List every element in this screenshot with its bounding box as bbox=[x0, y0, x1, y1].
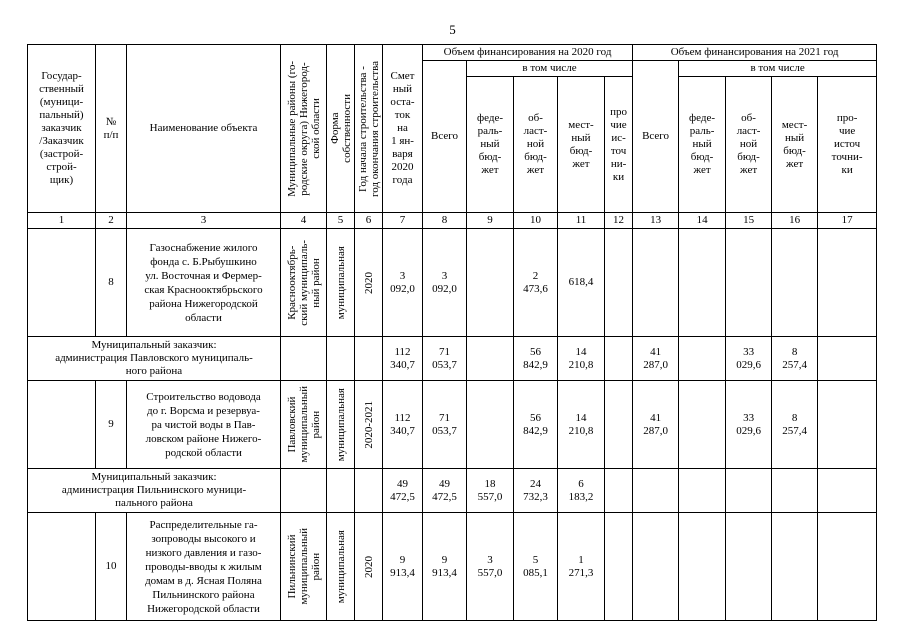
municipal-customer: Муниципальный заказчик: администрация Павловского муниципаль- ного района bbox=[28, 337, 281, 381]
header-including-2020: в том числе bbox=[467, 61, 633, 77]
column-number: 16 bbox=[772, 213, 818, 229]
column-number: 1 bbox=[28, 213, 96, 229]
value-cell bbox=[467, 337, 514, 381]
header-federal-2020: феде- раль- ный бюд- жет bbox=[467, 77, 514, 213]
header-other-2020: про чие ис- точ ни- ки bbox=[605, 77, 633, 213]
ownership-cell: муниципальная bbox=[327, 381, 355, 469]
value-cell: 41 287,0 bbox=[633, 337, 679, 381]
value-cell bbox=[679, 229, 726, 337]
value-cell bbox=[772, 229, 818, 337]
header-regional-2020: об- ласт- ной бюд- жет bbox=[514, 77, 558, 213]
value-cell: 24 732,3 bbox=[514, 469, 558, 513]
header-regional-2021: об- ласт- ной бюд- жет bbox=[726, 77, 772, 213]
value-cell: 56 842,9 bbox=[514, 337, 558, 381]
value-cell: 71 053,7 bbox=[423, 381, 467, 469]
value-cell bbox=[772, 469, 818, 513]
value-cell: 3 557,0 bbox=[467, 513, 514, 621]
column-number: 6 bbox=[355, 213, 383, 229]
column-number: 9 bbox=[467, 213, 514, 229]
value-cell: 9 913,4 bbox=[383, 513, 423, 621]
object-row bbox=[28, 381, 877, 469]
value-cell: 18 557,0 bbox=[467, 469, 514, 513]
row-number: 10 bbox=[96, 513, 127, 621]
page-number: 5 bbox=[449, 22, 456, 37]
years-cell bbox=[355, 337, 383, 381]
value-cell: 8 257,4 bbox=[772, 337, 818, 381]
value-cell: 14 210,8 bbox=[558, 337, 605, 381]
column-number: 3 bbox=[127, 213, 281, 229]
header-customer: Государ- ственный (муници- пальный) заказчик /Заказчик (застрой- строй- щик) bbox=[28, 45, 96, 213]
header-total-2021: Всего bbox=[633, 61, 679, 213]
district-cell: Павловский муниципальный район bbox=[281, 381, 327, 469]
years-cell bbox=[355, 469, 383, 513]
ownership-cell: муниципальная bbox=[327, 513, 355, 621]
column-number: 8 bbox=[423, 213, 467, 229]
object-row bbox=[28, 229, 877, 337]
customer-row bbox=[28, 337, 877, 381]
municipal-customer: Муниципальный заказчик: администрация Пильнинского муници- пального района bbox=[28, 469, 281, 513]
ownership-cell: муниципальная bbox=[327, 229, 355, 337]
years-cell: 2020 bbox=[355, 513, 383, 621]
value-cell bbox=[605, 381, 633, 469]
value-cell bbox=[772, 513, 818, 621]
object-name: Газоснабжение жилого фонда с. Б.Рыбушкино ул. Восточная и Фермер- ская Краснооктябрьского района Нижегородской области bbox=[127, 229, 281, 337]
header-fin-2020: Объем финансирования на 2020 год bbox=[423, 45, 633, 61]
column-number: 14 bbox=[679, 213, 726, 229]
header-local-2021: мест- ный бюд- жет bbox=[772, 77, 818, 213]
value-cell bbox=[818, 513, 877, 621]
header-estimate: Смет ный оста- ток на 1 ян- варя 2020 года bbox=[383, 45, 423, 213]
value-cell: 49 472,5 bbox=[383, 469, 423, 513]
value-cell bbox=[605, 513, 633, 621]
customer-cell bbox=[28, 229, 96, 337]
years-cell: 2020-2021 bbox=[355, 381, 383, 469]
value-cell: 71 053,7 bbox=[423, 337, 467, 381]
header-total-2020: Всего bbox=[423, 61, 467, 213]
value-cell bbox=[679, 337, 726, 381]
column-number: 17 bbox=[818, 213, 877, 229]
value-cell bbox=[818, 229, 877, 337]
header-districts: Муниципальные районы (го- родские округа) Нижегород- ской области bbox=[281, 45, 327, 213]
value-cell: 618,4 bbox=[558, 229, 605, 337]
ownership-cell bbox=[327, 337, 355, 381]
value-cell bbox=[605, 469, 633, 513]
value-cell bbox=[818, 337, 877, 381]
value-cell bbox=[818, 381, 877, 469]
customer-cell bbox=[28, 513, 96, 621]
value-cell bbox=[467, 381, 514, 469]
customer-cell bbox=[28, 381, 96, 469]
column-number: 11 bbox=[558, 213, 605, 229]
value-cell bbox=[605, 337, 633, 381]
header-including-2021: в том числе bbox=[679, 61, 877, 77]
years-cell: 2020 bbox=[355, 229, 383, 337]
value-cell: 8 257,4 bbox=[772, 381, 818, 469]
value-cell bbox=[633, 229, 679, 337]
value-cell: 3 092,0 bbox=[423, 229, 467, 337]
value-cell: 33 029,6 bbox=[726, 337, 772, 381]
value-cell: 112 340,7 bbox=[383, 381, 423, 469]
header-federal-2021: феде- раль- ный бюд- жет bbox=[679, 77, 726, 213]
value-cell bbox=[605, 229, 633, 337]
value-cell bbox=[633, 513, 679, 621]
header-local-2020: мест- ный бюд- жет bbox=[558, 77, 605, 213]
value-cell: 41 287,0 bbox=[633, 381, 679, 469]
value-cell: 33 029,6 bbox=[726, 381, 772, 469]
value-cell bbox=[679, 381, 726, 469]
header-object-name: Наименование объекта bbox=[127, 45, 281, 213]
column-number-row bbox=[28, 213, 877, 229]
value-cell bbox=[726, 513, 772, 621]
value-cell bbox=[679, 469, 726, 513]
value-cell: 14 210,8 bbox=[558, 381, 605, 469]
district-cell bbox=[281, 337, 327, 381]
header-num: № п/п bbox=[96, 45, 127, 213]
object-name: Строительство водовода до г. Ворсма и резервуа- ра чистой воды в Пав- ловском районе Нижего- родской области bbox=[127, 381, 281, 469]
value-cell bbox=[467, 229, 514, 337]
district-cell: Краснооктябрь- ский муниципаль- ный район bbox=[281, 229, 327, 337]
header-ownership: Форма собственности bbox=[327, 45, 355, 213]
column-number: 15 bbox=[726, 213, 772, 229]
column-number: 7 bbox=[383, 213, 423, 229]
value-cell bbox=[633, 469, 679, 513]
value-cell: 1 271,3 bbox=[558, 513, 605, 621]
value-cell bbox=[726, 229, 772, 337]
column-number: 12 bbox=[605, 213, 633, 229]
row-number: 8 bbox=[96, 229, 127, 337]
header-years: Год начала строительства - год окончания строительства bbox=[355, 45, 383, 213]
value-cell: 112 340,7 bbox=[383, 337, 423, 381]
financing-table bbox=[27, 44, 877, 621]
value-cell bbox=[818, 469, 877, 513]
customer-row bbox=[28, 469, 877, 513]
value-cell: 6 183,2 bbox=[558, 469, 605, 513]
value-cell: 56 842,9 bbox=[514, 381, 558, 469]
object-row bbox=[28, 513, 877, 621]
row-number: 9 bbox=[96, 381, 127, 469]
value-cell: 9 913,4 bbox=[423, 513, 467, 621]
column-number: 13 bbox=[633, 213, 679, 229]
value-cell: 5 085,1 bbox=[514, 513, 558, 621]
value-cell: 3 092,0 bbox=[383, 229, 423, 337]
column-number: 10 bbox=[514, 213, 558, 229]
header-fin-2021: Объем финансирования на 2021 год bbox=[633, 45, 877, 61]
ownership-cell bbox=[327, 469, 355, 513]
column-number: 2 bbox=[96, 213, 127, 229]
header-other-2021: про- чие источ точни- ки bbox=[818, 77, 877, 213]
object-name: Распределительные га- зопроводы высокого и низкого давления и газо- проводы-вводы к жилым домам в д. Ясная Поляна Пильнинского района Нижегородской области bbox=[127, 513, 281, 621]
column-number: 4 bbox=[281, 213, 327, 229]
value-cell bbox=[726, 469, 772, 513]
district-cell bbox=[281, 469, 327, 513]
district-cell: Пильнинский муниципальный район bbox=[281, 513, 327, 621]
column-number: 5 bbox=[327, 213, 355, 229]
value-cell: 2 473,6 bbox=[514, 229, 558, 337]
value-cell: 49 472,5 bbox=[423, 469, 467, 513]
value-cell bbox=[679, 513, 726, 621]
